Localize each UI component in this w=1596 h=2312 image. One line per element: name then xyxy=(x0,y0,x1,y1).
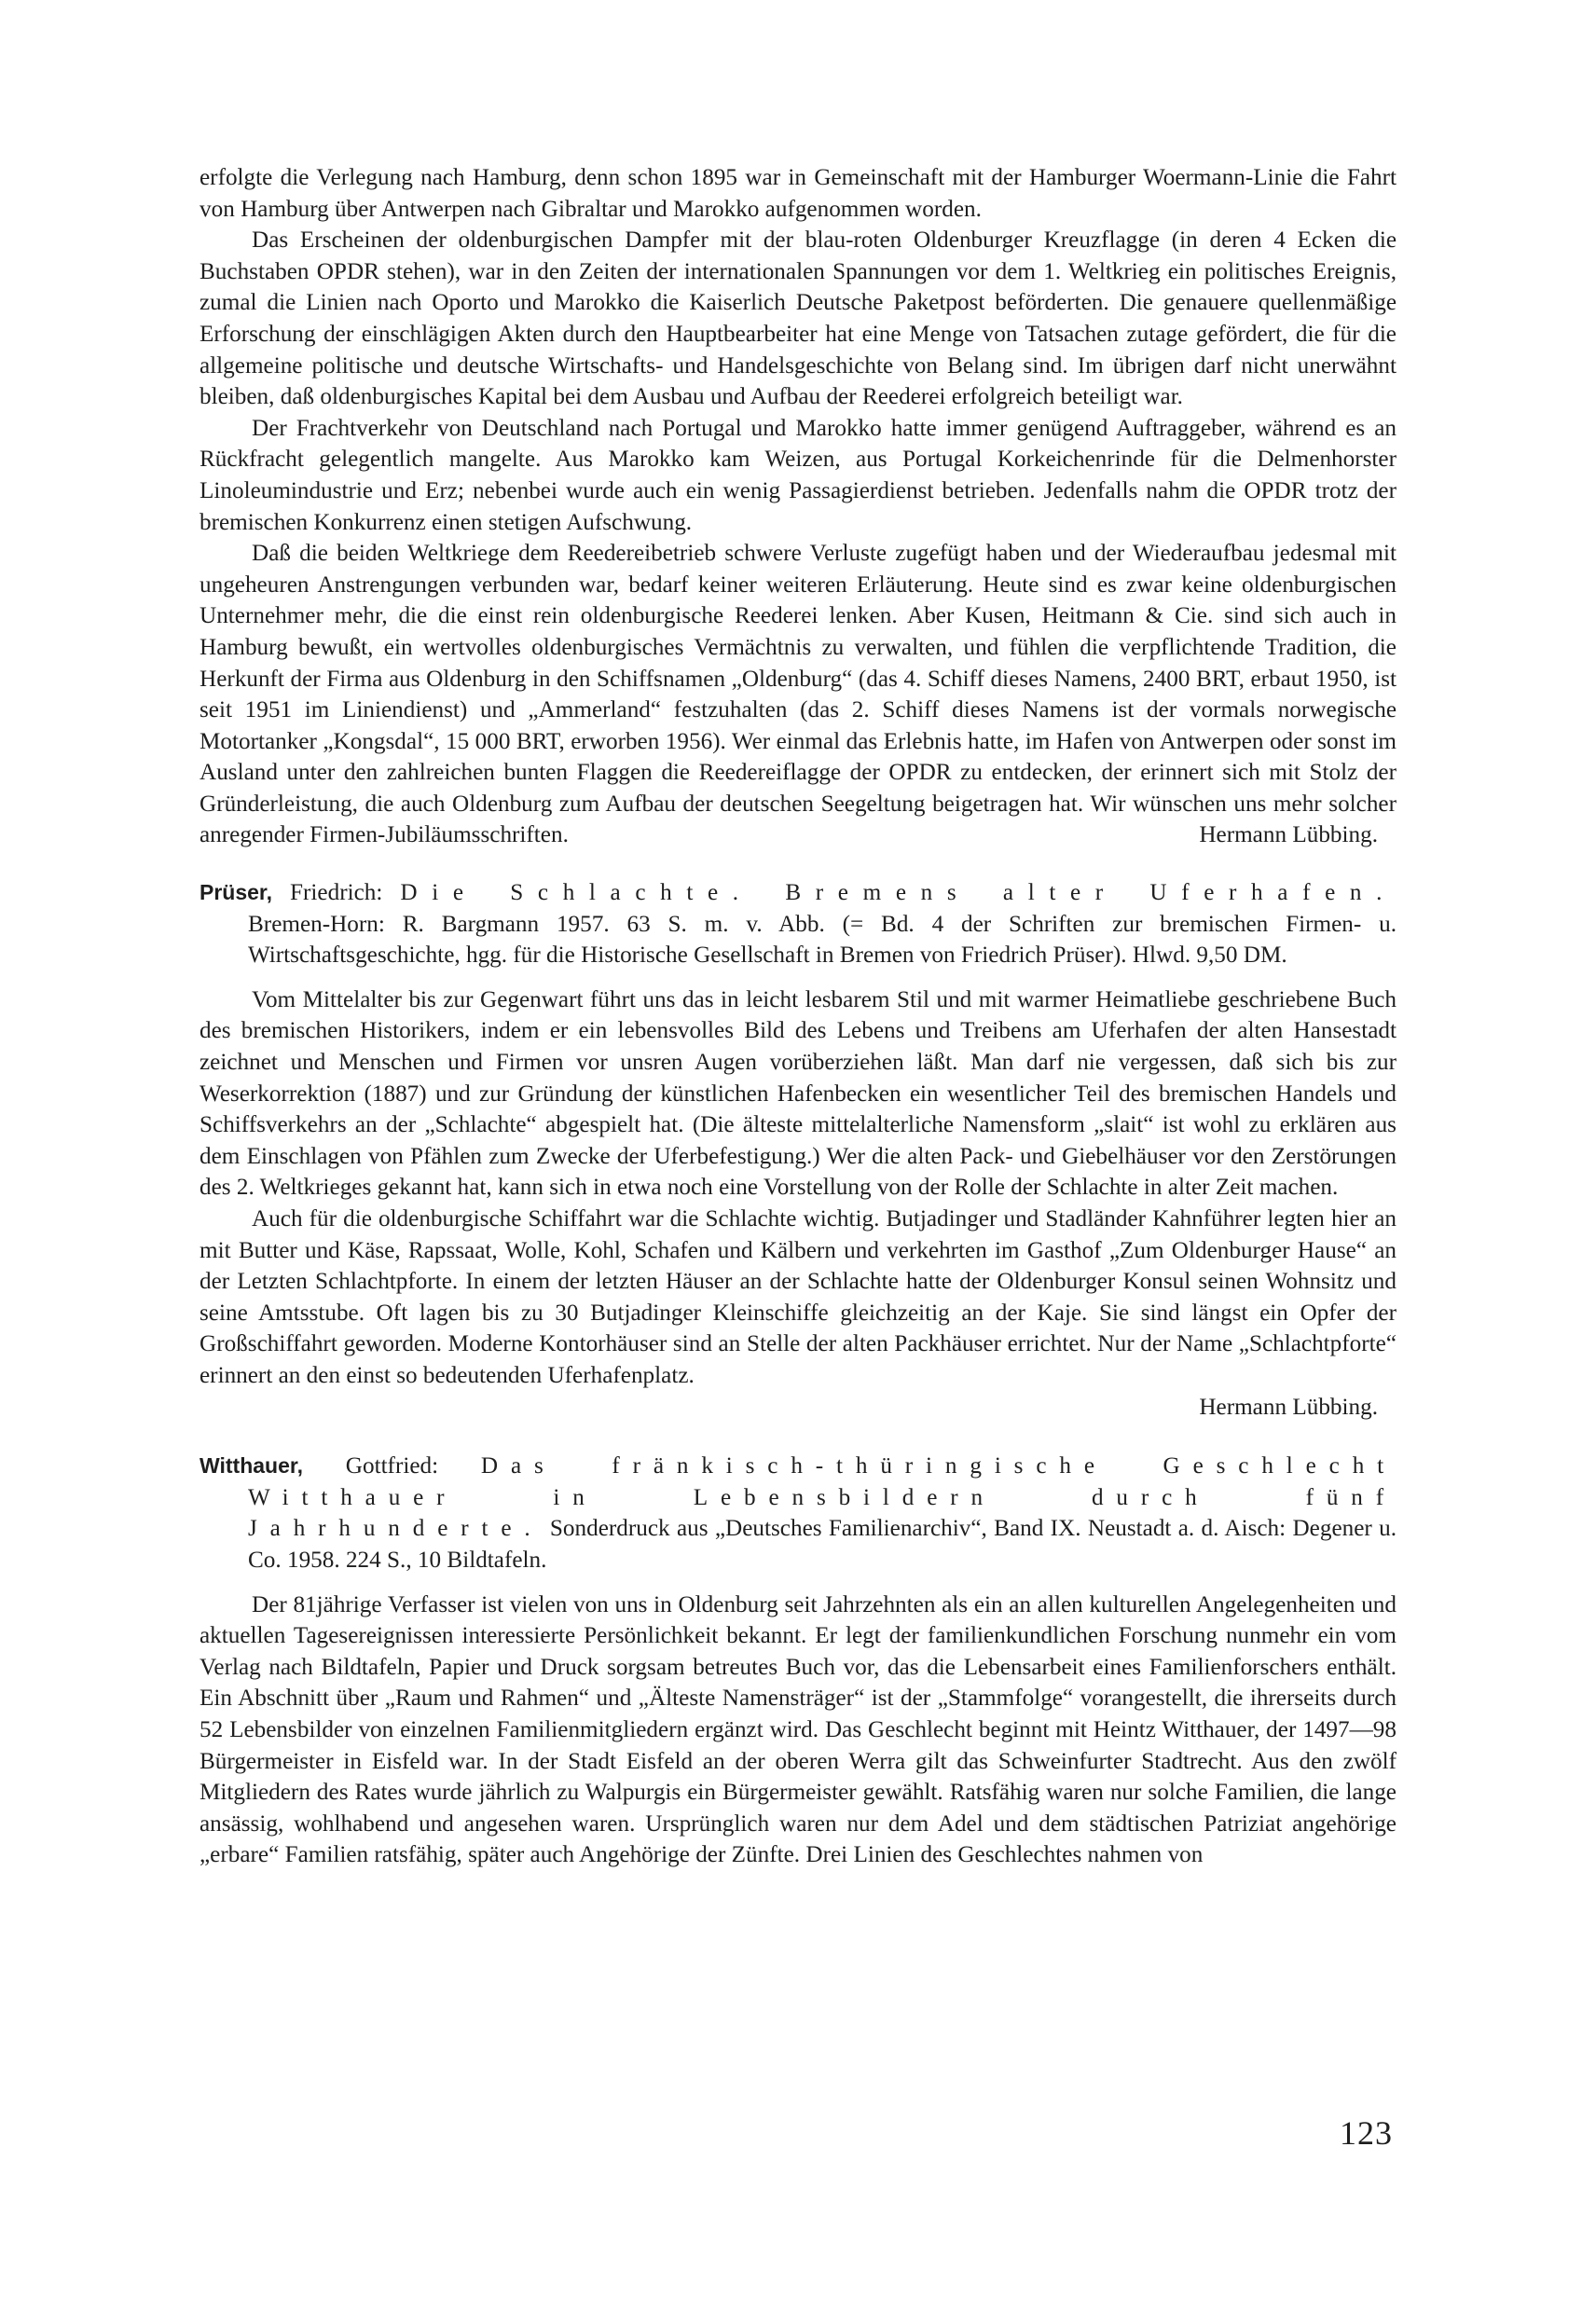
review-citation: Bremen-Horn: R. Bargmann 1957. 63 S. m. v. Abb. (= Bd. 4 der Schriften zur bremischen Firmen- u. Wirtschaftsgeschichte, hgg. für die Historische Gesellschaft in Bremen von Friedrich Prüser). Hlwd. 9,50 DM. xyxy=(248,911,1396,969)
spacer xyxy=(200,971,1396,984)
paragraph: Auch für die oldenburgische Schiffahrt war die Schlachte wichtig. Butjadinger und Stadländer Kahnführer legten hier an mit Butter und Käse, Rapssaat, Wolle, Kohl, Schafen und Kälbern und verkehrten im Gasthof „Zum Oldenburger Hause“ an der Letzten Schlachtpforte. In einem der letzten Häuser an der Schlachte hatte der Oldenburger Konsul seinen Wohnsitz und seine Amtsstube. Oft lagen bis zu 30 Butjadinger Kleinschiffe gleichzeitig an der Kaje. Sie sind längst ein Opfer der Großschiffahrt geworden. Moderne Kontorhäuser sind an Stelle der alten Packhäuser errichtet. Nur der Name „Schlachtpforte“ erinnert an den einst so bedeutenden Uferhafenplatz. xyxy=(200,1206,1396,1388)
review-author-first: Friedrich: xyxy=(290,880,383,906)
paragraph-text: Daß die beiden Weltkriege dem Reedereibetrieb schwere Verluste zugefügt haben und der Wiederaufbau jedesmal mit ungeheuren Anstrengungen verbunden war, bedarf keiner weiteren Erläuterung. Heute sind es zwar keine oldenburgischen Unternehmer mehr, die die einst rein oldenburgische Reederei lenken. Aber Kusen, Heitmann & Cie. sind sich auch in Hamburg bewußt, ein wertvolles oldenburgisches Vermächtnis zu verwalten, und fühlen die verpflichtende Tradition, die Herkunft der Firma aus Oldenburg in den Schiffsnamen „Oldenburg“ (das 4. Schiff dieses Namens, 2400 BRT, erbaut 1950, ist seit 1951 im Liniendienst) und „Ammerland“ festzuhalten (das 2. Schiff dieses Namens ist der vormals norwegische Motortanker „Kongsdal“, 15 000 BRT, erworben 1956). Wer einmal das Erlebnis hatte, im Hafen von Antwerpen oder sonst im Ausland unter den zahlreichen bunten Flaggen die Reedereiflagge der OPDR zu entdecken, der erinnert sich mit Stolz der Gründerleistung, die auch Oldenburg zum Aufbau der deutschen Seegeltung beigetragen hat. Wir wünschen uns mehr solcher anregender Firmen-Jubiläumsschriften. xyxy=(200,541,1396,848)
paragraph xyxy=(200,538,1396,851)
paragraph: Der 81jährige Verfasser ist vielen von uns in Oldenburg seit Jahrzehnten als ein an allen kulturellen Angelegenheiten und aktuellen Tagesereignissen interessierte Persönlichkeit bekannt. Er legt der familienkundlichen Forschung nunmehr ein vom Verlag nach Bildtafeln, Papier und Druck sorgsam betreutes Buch vor, das die Lebensarbeit eines Familienforschers enthält. Ein Abschnitt über „Raum und Rahmen“ und „Älteste Namensträger“ ist der „Stammfolge“ vorangestellt, die ihrerseits durch 52 Lebensbilder von einzelnen Familienmitgliedern ergänzt wird. Das Geschlecht beginnt mit Heintz Witthauer, der 1497—98 Bürgermeister in Eisfeld war. In der Stadt Eisfeld an der oberen Werra gilt das Schweinfurter Stadtrecht. Aus den zwölf Mitgliedern des Rates wurde jährlich zu Walpurgis ein Bürgermeister gewählt. Ratsfähig waren nur solche Familien, die lange ansässig, wohlhabend und angesehen waren. Ursprünglich waren nur dem Adel und dem städtischen Patriziat angehörige „erbare“ Familien ratsfähig, später auch Angehörige der Zünfte. Drei Linien des Geschlechtes nahmen von xyxy=(200,1591,1396,1868)
reviewer-signature: Hermann Lübbing. xyxy=(1199,1394,1378,1420)
review-author: Prüser, xyxy=(200,880,272,905)
review-heading xyxy=(200,1451,1396,1576)
spacer xyxy=(200,1423,1396,1451)
review-book-title: Die Schlachte. Bremens alter Uferhafen. xyxy=(400,880,1397,906)
review-book-title: Das fränkisch-thüringische Geschlecht Witthauer in Lebensbildern durch fünf Jahrhunderte. xyxy=(248,1453,1397,1542)
paragraph: erfolgte die Verlegung nach Hamburg, denn schon 1895 war in Gemeinschaft mit der Hamburger Woermann-Linie die Fahrt von Hamburg über Antwerpen nach Gibraltar und Marokko aufgenommen worden. xyxy=(200,165,1396,222)
spacer xyxy=(200,1576,1396,1590)
reviewer-signature: Hermann Lübbing. xyxy=(1199,822,1378,848)
review-heading xyxy=(200,877,1396,971)
review-author-first: Gottfried: xyxy=(345,1453,439,1479)
review-author: Witthauer, xyxy=(200,1453,303,1479)
review-citation: Sonderdruck aus „Deutsches Familienarchiv“, Band IX. Neustadt a. d. Aisch: Degener u. Co. 1958. 224 S., 10 Bildtafeln. xyxy=(248,1516,1397,1573)
page-number: 123 xyxy=(1340,2114,1393,2152)
paragraph: Der Frachtverkehr von Deutschland nach Portugal und Marokko hatte immer genügend Auftraggeber, während es an Rückfracht gelegentlich mangelte. Aus Marokko kam Weizen, aus Portugal Korkeichenrinde für die Delmenhorster Linoleumindustrie und Erz; nebenbei wurde auch ein wenig Passagierdienst betrieben. Jedenfalls nahm die OPDR trotz der bremischen Konkurrenz einen stetigen Aufschwung. xyxy=(200,415,1396,535)
paragraph: Das Erscheinen der oldenburgischen Dampfer mit der blau-roten Oldenburger Kreuzflagge (in deren 4 Ecken die Buchstaben OPDR stehen), war in den Zeiten der internationalen Spannungen vor dem 1. Weltkrieg ein politisches Ereignis, zumal die Linien nach Oporto und Marokko die Kaiserlich Deutsche Paketpost beförderten. Die genauere quellenmäßige Erforschung der einschlägigen Akten durch den Hauptbearbeiter hat eine Menge von Tatsachen zutage gefördert, die für die allgemeine politische und deutsche Wirtschafts- und Handelsgeschichte von Belang sind. Im übrigen darf nicht unerwähnt bleiben, daß oldenburgisches Kapital bei dem Ausbau und Aufbau der Reederei erfolgreich beteiligt war. xyxy=(200,227,1396,410)
spacer xyxy=(200,851,1396,877)
paragraph: Vom Mittelalter bis zur Gegenwart führt uns das in leicht lesbarem Stil und mit warmer Heimatliebe geschriebene Buch des bremischen Historikers, indem er ein lebensvolles Bild des Lebens und Treibens am Uferhafen der alten Hansestadt zeichnet und Menschen und Firmen vor unsren Augen vorüberziehen läßt. Man darf nie vergessen, daß sich bis zur Weserkorrektion (1887) und zur Gründung der künstlichen Hafenbecken ein wesentlicher Teil des bremischen Handels und Schiffsverkehrs an der „Schlachte“ abgespielt hat. (Die älteste mittelalterliche Namensform „slait“ ist wohl zu erklären aus dem Einschlagen von Pfählen zum Zwecke der Uferbefestigung.) Wer die alten Pack- und Giebelhäuser vor den Zerstörungen des 2. Weltkrieges gekannt hat, kann sich in etwa noch eine Vorstellung von der Rolle der Schlachte in alter Zeit machen. xyxy=(200,986,1396,1201)
